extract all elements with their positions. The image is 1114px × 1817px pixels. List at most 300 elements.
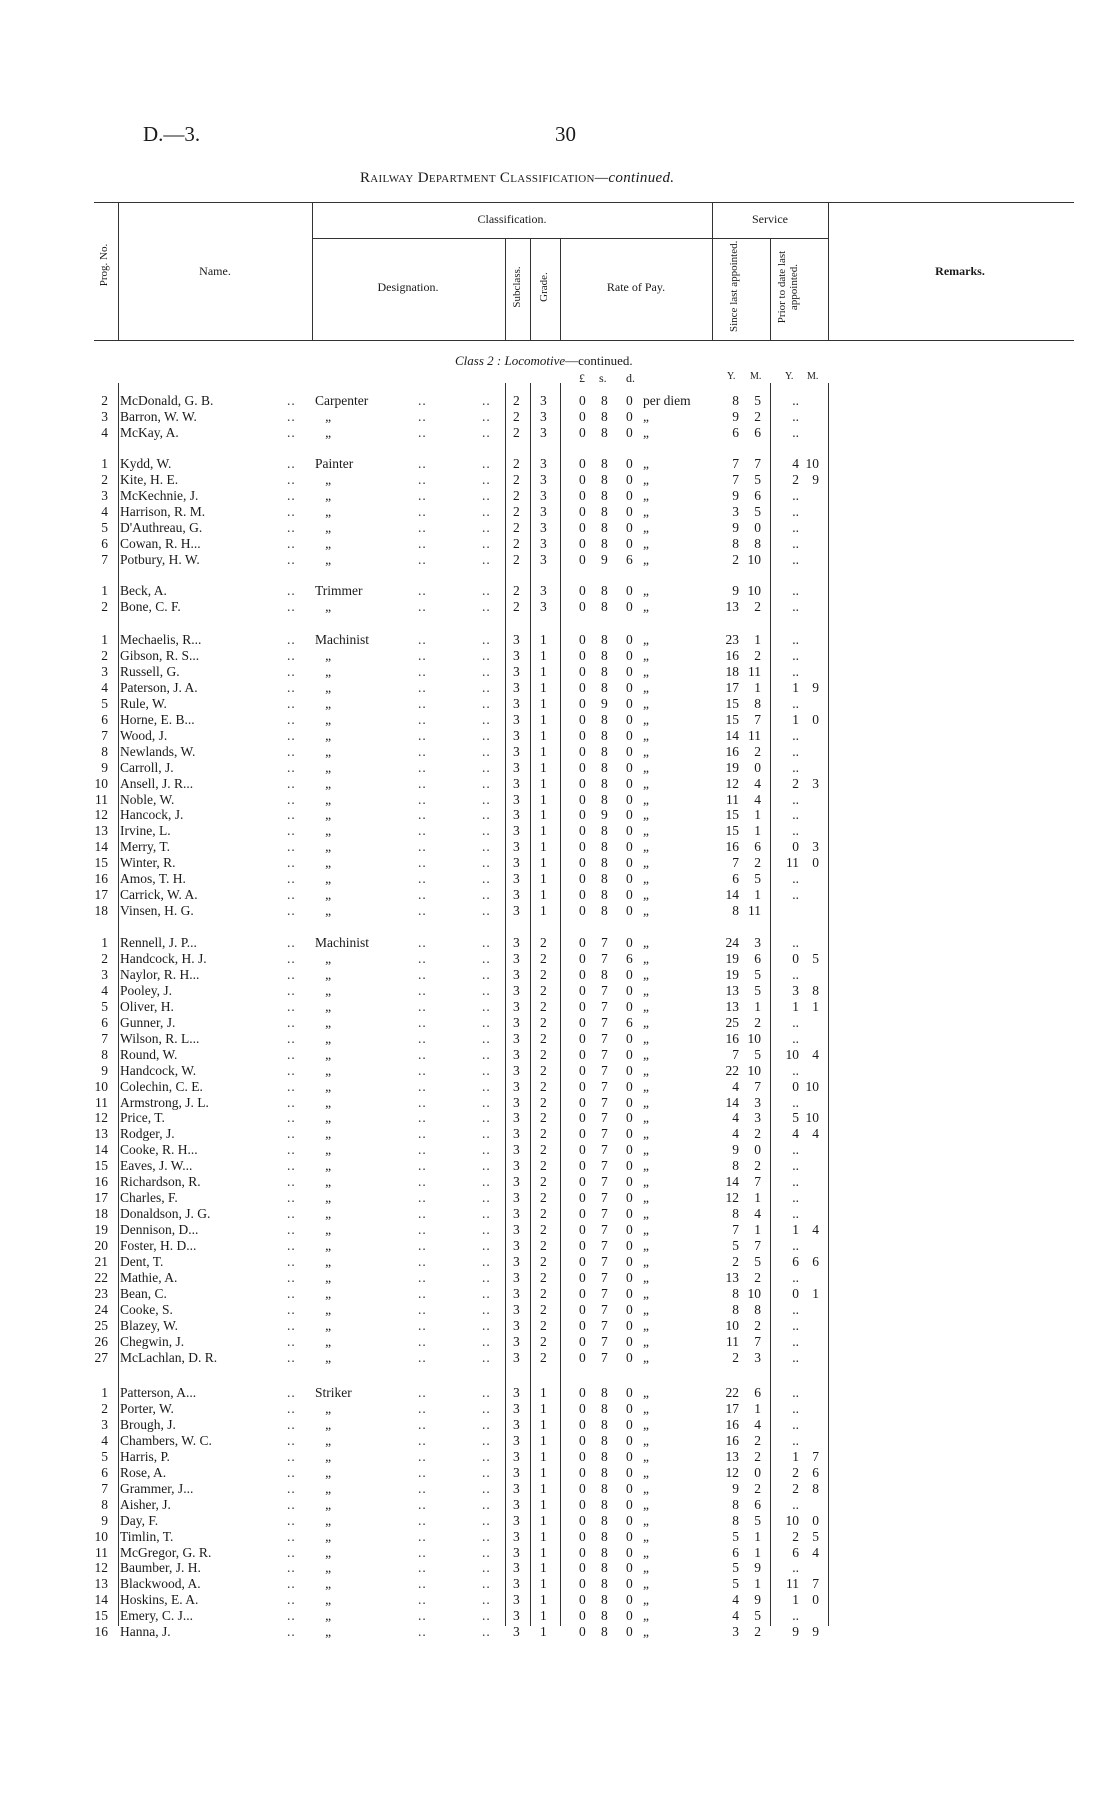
prior-years: .. [792, 1158, 799, 1174]
prior-years: .. [792, 1062, 799, 1078]
prior-years: .. [792, 1416, 799, 1432]
leader-dots: .. [482, 998, 491, 1014]
pay-unit: „ [643, 408, 649, 424]
prog-no: 3 [101, 408, 108, 424]
pay-pence: 0 [626, 1269, 633, 1285]
subclass: 2 [513, 408, 520, 424]
since-years: 17 [725, 679, 739, 695]
employee-name: Wilson, R. L... [120, 1030, 200, 1046]
pay-shillings: 8 [601, 1496, 608, 1512]
pay-pence: 0 [626, 871, 633, 887]
since-months: 5 [754, 1254, 761, 1269]
since-years: 8 [732, 1285, 739, 1301]
since-months: 7 [754, 1238, 761, 1254]
pay-unit: „ [643, 1608, 649, 1624]
pay-unit: „ [643, 1206, 649, 1222]
pay-pounds: 0 [579, 1349, 586, 1365]
subclass: 3 [513, 759, 520, 775]
pay-unit: „ [643, 679, 649, 695]
pay-shillings: 8 [601, 456, 608, 471]
grade: 2 [540, 1126, 547, 1142]
pay-shillings: 8 [601, 1448, 608, 1464]
pay-pence: 0 [626, 1349, 633, 1365]
designation: Painter [315, 456, 354, 471]
employee-name: Noble, W. [120, 791, 175, 807]
leader-dots: .. [287, 1385, 296, 1400]
prog-no: 10 [94, 775, 108, 791]
since-years: 12 [725, 1464, 739, 1480]
since-years: 6 [732, 871, 739, 887]
pay-unit: „ [643, 632, 649, 647]
pay-shillings: 7 [601, 1046, 608, 1062]
since-months: 5 [754, 503, 761, 519]
since-months: 0 [754, 1142, 761, 1158]
leader-dots: .. [287, 950, 296, 966]
pay-unit: „ [643, 1464, 649, 1480]
pay-unit: „ [643, 903, 649, 919]
since-years: 24 [725, 935, 739, 950]
designation: Carpenter [315, 393, 369, 408]
pay-pence: 0 [626, 456, 633, 471]
grade: 1 [540, 775, 547, 791]
prior-years: 4 [792, 1126, 799, 1142]
pay-pence: 0 [626, 663, 633, 679]
leader-dots: .. [287, 1560, 296, 1576]
prior-years: 1 [792, 1222, 799, 1238]
employee-name: Armstrong, J. L. [120, 1094, 209, 1110]
designation: „ [315, 1317, 332, 1333]
table-row [0, 1608, 1114, 1624]
prior-years: 1 [792, 1448, 799, 1464]
pay-pounds: 0 [579, 1576, 586, 1592]
table-row [0, 696, 1114, 712]
grade: 3 [540, 535, 547, 551]
pay-pence: 0 [626, 1062, 633, 1078]
pay-pounds: 0 [579, 1285, 586, 1301]
pay-shillings: 7 [601, 950, 608, 966]
designation: „ [315, 1046, 332, 1062]
pay-unit: „ [643, 935, 649, 950]
leader-dots: .. [482, 1285, 491, 1301]
pay-pounds: 0 [579, 982, 586, 998]
leader-dots: .. [418, 1317, 427, 1333]
pay-unit: „ [643, 1269, 649, 1285]
employee-name: Harris, P. [120, 1448, 170, 1464]
subclass: 3 [513, 887, 520, 903]
pay-shillings: 7 [601, 1190, 608, 1206]
prior-years: 2 [792, 775, 799, 791]
prog-no: 12 [94, 807, 108, 823]
pay-pence: 0 [626, 598, 633, 614]
employee-name: Beck, A. [120, 583, 167, 598]
prior-years: .. [792, 1432, 799, 1448]
leader-dots: .. [418, 1480, 427, 1496]
leader-dots: .. [482, 1576, 491, 1592]
employee-name: Ansell, J. R... [120, 775, 194, 791]
leader-dots: .. [418, 1448, 427, 1464]
grade: 1 [540, 1385, 547, 1400]
leader-dots: .. [482, 711, 491, 727]
prog-no: 4 [101, 1432, 108, 1448]
prog-no: 9 [101, 759, 108, 775]
prog-no: 25 [94, 1317, 108, 1333]
since-years: 15 [725, 807, 739, 823]
since-years: 9 [732, 1142, 739, 1158]
prior-years: 2 [792, 471, 799, 487]
prior-years: .. [792, 1317, 799, 1333]
leader-dots: .. [418, 1126, 427, 1142]
since-years: 22 [725, 1062, 739, 1078]
pay-shillings: 9 [601, 551, 608, 567]
prior-months: 3 [812, 775, 819, 791]
grade: 1 [540, 663, 547, 679]
table-row [0, 1110, 1114, 1126]
pay-shillings: 8 [601, 823, 608, 839]
pay-unit: „ [643, 695, 649, 711]
pay-shillings: 8 [601, 583, 608, 598]
leader-dots: .. [482, 759, 491, 775]
pay-pounds: 0 [579, 456, 586, 471]
pay-shillings: 8 [601, 632, 608, 647]
since-months: 6 [754, 424, 761, 440]
table-row [0, 504, 1114, 520]
pay-unit: „ [643, 1317, 649, 1333]
grade: 3 [540, 598, 547, 614]
table-row [0, 823, 1114, 839]
leader-dots: .. [287, 1512, 296, 1528]
designation: „ [315, 535, 332, 551]
pay-pounds: 0 [579, 1238, 586, 1254]
subclass: 3 [513, 1512, 520, 1528]
employee-name: Dennison, D... [120, 1222, 199, 1238]
pay-unit: „ [643, 743, 649, 759]
designation: „ [315, 1608, 332, 1624]
employee-name: McKechnie, J. [120, 487, 199, 503]
leader-dots: .. [287, 982, 296, 998]
subclass: 3 [513, 1592, 520, 1608]
designation: „ [315, 871, 332, 887]
employee-name: Gibson, R. S... [120, 647, 200, 663]
employee-name: Brough, J. [120, 1416, 176, 1432]
leader-dots: .. [482, 535, 491, 551]
pay-shillings: 8 [601, 1400, 608, 1416]
since-years: 12 [725, 1190, 739, 1206]
grade: 3 [540, 471, 547, 487]
grade: 2 [540, 1333, 547, 1349]
pay-pounds: 0 [579, 1254, 586, 1269]
pay-shillings: 8 [601, 727, 608, 743]
table-row [0, 1465, 1114, 1481]
designation: „ [315, 1158, 332, 1174]
prog-no: 1 [101, 632, 108, 647]
prior-years: .. [792, 1385, 799, 1400]
pay-pence: 0 [626, 1317, 633, 1333]
leader-dots: .. [287, 887, 296, 903]
leader-dots: .. [482, 1400, 491, 1416]
leader-dots: .. [418, 982, 427, 998]
designation: „ [315, 663, 332, 679]
pay-pounds: 0 [579, 903, 586, 919]
grade: 2 [540, 935, 547, 950]
since-years: 16 [725, 1030, 739, 1046]
since-months: 1 [754, 1528, 761, 1544]
leader-dots: .. [418, 1544, 427, 1560]
designation: „ [315, 1512, 332, 1528]
prior-months: 5 [812, 950, 819, 966]
prior-years: 6 [792, 1544, 799, 1560]
since-years: 3 [732, 503, 739, 519]
employee-name: Harrison, R. M. [120, 503, 206, 519]
pay-pence: 0 [626, 759, 633, 775]
pay-unit: „ [643, 647, 649, 663]
pay-unit: „ [643, 1078, 649, 1094]
employee-name: Porter, W. [120, 1400, 174, 1416]
pay-pounds: 0 [579, 1094, 586, 1110]
prog-no: 7 [101, 1480, 108, 1496]
pay-shillings: 8 [601, 471, 608, 487]
since-years: 3 [732, 1624, 739, 1640]
pay-unit: „ [643, 1301, 649, 1317]
leader-dots: .. [287, 1062, 296, 1078]
designation: „ [315, 1030, 332, 1046]
pay-unit: „ [643, 1238, 649, 1254]
employee-name: Cooke, R. H... [120, 1142, 198, 1158]
subclass: 3 [513, 1062, 520, 1078]
leader-dots: .. [418, 966, 427, 982]
pay-shillings: 8 [601, 408, 608, 424]
grade: 1 [540, 1448, 547, 1464]
since-years: 16 [725, 839, 739, 855]
pay-shillings: 7 [601, 1254, 608, 1269]
pay-unit: „ [643, 1496, 649, 1512]
pay-unit: „ [643, 1174, 649, 1190]
pay-pence: 0 [626, 1190, 633, 1206]
pay-pounds: 0 [579, 1333, 586, 1349]
leader-dots: .. [418, 775, 427, 791]
designation: „ [315, 1078, 332, 1094]
prior-years: 0 [792, 1285, 799, 1301]
employee-name: McGregor, G. R. [120, 1544, 212, 1560]
table-row [0, 456, 1114, 472]
prior-years: .. [792, 535, 799, 551]
pay-unit: „ [643, 1512, 649, 1528]
pay-unit: „ [643, 759, 649, 775]
pay-pounds: 0 [579, 1206, 586, 1222]
pay-shillings: 8 [601, 647, 608, 663]
prior-years: .. [792, 1142, 799, 1158]
designation: „ [315, 1190, 332, 1206]
designation: „ [315, 1110, 332, 1126]
leader-dots: .. [287, 1400, 296, 1416]
leader-dots: .. [287, 1432, 296, 1448]
since-years: 13 [725, 998, 739, 1014]
prior-years: .. [792, 632, 799, 647]
prog-no: 24 [94, 1301, 108, 1317]
employee-name: Chambers, W. C. [120, 1432, 212, 1448]
employee-name: Charles, F. [120, 1190, 178, 1206]
prior-years: 10 [785, 1512, 799, 1528]
pay-pence: 0 [626, 1126, 633, 1142]
pay-shillings: 8 [601, 679, 608, 695]
leader-dots: .. [287, 1238, 296, 1254]
since-years: 11 [726, 791, 739, 807]
pay-pounds: 0 [579, 1269, 586, 1285]
leader-dots: .. [482, 1480, 491, 1496]
prog-no: 7 [101, 1030, 108, 1046]
pay-pounds: 0 [579, 887, 586, 903]
subclass: 3 [513, 1174, 520, 1190]
designation: „ [315, 1269, 332, 1285]
prior-years: .. [792, 1349, 799, 1365]
pay-pence: 0 [626, 903, 633, 919]
pay-pounds: 0 [579, 1400, 586, 1416]
leader-dots: .. [418, 583, 427, 598]
table-row [0, 1417, 1114, 1433]
prior-months: 6 [812, 1464, 819, 1480]
pay-pounds: 0 [579, 1014, 586, 1030]
leader-dots: .. [482, 1496, 491, 1512]
table-row [0, 1350, 1114, 1366]
pay-pounds: 0 [579, 1608, 586, 1624]
designation: „ [315, 647, 332, 663]
pay-pounds: 0 [579, 1142, 586, 1158]
pay-unit: „ [643, 1158, 649, 1174]
leader-dots: .. [482, 1512, 491, 1528]
leader-dots: .. [418, 1142, 427, 1158]
grade: 1 [540, 1560, 547, 1576]
pay-pence: 0 [626, 743, 633, 759]
since-months: 9 [754, 1592, 761, 1608]
leader-dots: .. [418, 632, 427, 647]
pay-shillings: 8 [601, 663, 608, 679]
since-years: 4 [732, 1608, 739, 1624]
pay-pence: 0 [626, 393, 633, 408]
since-months: 5 [754, 871, 761, 887]
leader-dots: .. [418, 519, 427, 535]
pay-unit: „ [643, 823, 649, 839]
since-years: 14 [725, 1174, 739, 1190]
pay-pence: 0 [626, 807, 633, 823]
prior-months: 0 [812, 711, 819, 727]
table-row [0, 1174, 1114, 1190]
leader-dots: .. [418, 1333, 427, 1349]
prior-years: .. [792, 1206, 799, 1222]
pay-unit: „ [643, 598, 649, 614]
header-classification: Classification. [477, 212, 547, 226]
prior-years: .. [792, 1269, 799, 1285]
table-row [0, 760, 1114, 776]
leader-dots: .. [287, 695, 296, 711]
grade: 1 [540, 632, 547, 647]
leader-dots: .. [287, 823, 296, 839]
leader-dots: .. [287, 839, 296, 855]
pay-pence: 0 [626, 1624, 633, 1640]
subclass: 3 [513, 775, 520, 791]
designation: „ [315, 1448, 332, 1464]
header-prog-no: Prog. No. [98, 243, 110, 287]
prog-no: 7 [101, 727, 108, 743]
subclass: 3 [513, 1624, 520, 1640]
pay-pence: 0 [626, 1078, 633, 1094]
grade: 2 [540, 1030, 547, 1046]
leader-dots: .. [482, 503, 491, 519]
prior-months: 1 [812, 998, 819, 1014]
since-years: 4 [732, 1078, 739, 1094]
grade: 2 [540, 1190, 547, 1206]
pay-pounds: 0 [579, 1174, 586, 1190]
pay-unit: „ [643, 1062, 649, 1078]
table-row [0, 552, 1114, 568]
pay-pounds: 0 [579, 632, 586, 647]
pay-pence: 0 [626, 408, 633, 424]
pay-unit: „ [643, 871, 649, 887]
pay-pounds: 0 [579, 1062, 586, 1078]
subclass: 3 [513, 1094, 520, 1110]
since-years: 13 [725, 598, 739, 614]
subclass: 3 [513, 663, 520, 679]
prior-years: .. [792, 935, 799, 950]
pay-shillings: 8 [601, 1608, 608, 1624]
leader-dots: .. [482, 823, 491, 839]
designation: „ [315, 1206, 332, 1222]
since-months: 3 [754, 935, 761, 950]
prior-years: .. [792, 647, 799, 663]
pay-pence: 0 [626, 1464, 633, 1480]
employee-name: Foster, H. D... [120, 1238, 197, 1254]
prior-years: .. [792, 823, 799, 839]
table-row [0, 1624, 1114, 1640]
pay-unit: „ [643, 966, 649, 982]
leader-dots: .. [287, 632, 296, 647]
table-row [0, 1433, 1114, 1449]
leader-dots: .. [418, 1269, 427, 1285]
leader-dots: .. [287, 583, 296, 598]
table-row [0, 409, 1114, 425]
designation: „ [315, 1624, 332, 1640]
prog-no: 26 [94, 1333, 108, 1349]
designation: „ [315, 1238, 332, 1254]
grade: 2 [540, 1110, 547, 1126]
since-months: 7 [754, 1078, 761, 1094]
prog-no: 19 [94, 1222, 108, 1238]
employee-name: Grammer, J... [120, 1480, 194, 1496]
pay-shillings: 8 [601, 966, 608, 982]
pay-shillings: 8 [601, 519, 608, 535]
leader-dots: .. [418, 647, 427, 663]
pay-pounds: 0 [579, 1078, 586, 1094]
pay-pounds: 0 [579, 1624, 586, 1640]
grade: 1 [540, 1480, 547, 1496]
grade: 2 [540, 1222, 547, 1238]
leader-dots: .. [418, 1576, 427, 1592]
leader-dots: .. [482, 1046, 491, 1062]
subclass: 2 [513, 598, 520, 614]
leader-dots: .. [482, 1142, 491, 1158]
designation: „ [315, 1560, 332, 1576]
pay-unit: „ [643, 471, 649, 487]
pay-unit: „ [643, 950, 649, 966]
prior-months: 10 [805, 1110, 819, 1126]
leader-dots: .. [287, 424, 296, 440]
prior-years: .. [792, 663, 799, 679]
prior-years: .. [792, 503, 799, 519]
prior-years: .. [792, 487, 799, 503]
prior-months: 0 [812, 855, 819, 871]
prog-no: 3 [101, 487, 108, 503]
subclass: 2 [513, 535, 520, 551]
leader-dots: .. [418, 1608, 427, 1624]
since-months: 2 [754, 647, 761, 663]
